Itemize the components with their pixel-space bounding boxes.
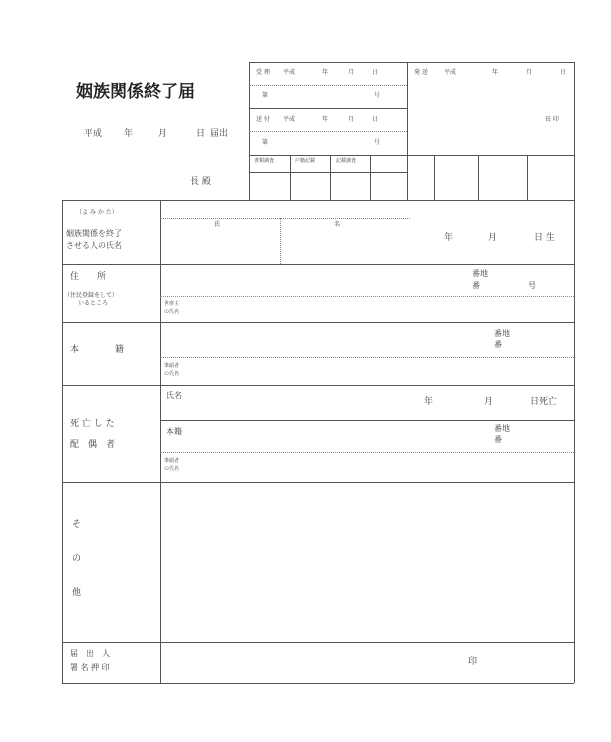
spouse-name-bottom [160,420,574,421]
spouse-head-2: の氏名 [164,466,180,472]
received-no-suffix: 号 [374,92,381,99]
dispatch-month: 月 [526,69,533,76]
other-row-bottom [62,642,574,643]
office-dotted-2 [249,131,407,132]
domicile-label: 本 籍 [70,345,131,355]
office-check-v1 [290,155,291,200]
name-split-divider [280,218,281,264]
signature-label-2: 署 名 押 印 [70,663,110,672]
spouse-banchi-1: 番地 [494,424,510,433]
spouse-name-label: 氏名 [166,391,182,400]
form-left-border [62,200,63,683]
sent-day: 日 [372,116,379,123]
spouse-dotted [160,452,574,453]
filing-era: 平成 [84,129,103,139]
given-name-label: 名 [334,221,341,228]
received-month: 月 [348,69,355,76]
received-day: 日 [372,69,379,76]
filing-year: 年 [124,129,134,139]
householder-label-1: 世帯主 [164,301,180,307]
office-check-v4 [434,155,435,200]
office-dotted-1 [249,85,407,86]
dispatch-day: 日 [560,69,567,76]
address-banchi-2: 番 [472,281,480,290]
death-day: 日死亡 [530,397,558,407]
other-char-3: 他 [72,588,82,598]
other-char-2: の [72,554,82,564]
office-row-line-2 [249,155,574,156]
other-char-1: そ [72,520,82,530]
domicile-dotted [160,357,574,358]
address-label: 住 所 [70,272,107,282]
birth-month: 月 [488,233,498,243]
dispatch-era: 平成 [444,69,457,76]
domicile-head-2: の氏名 [164,371,180,377]
sent-era: 平成 [283,116,296,123]
spouse-domicile-label: 本籍 [166,427,182,436]
domicile-row-bottom [62,385,574,386]
address-go: 号 [528,281,536,290]
office-divider [407,62,408,200]
person-row-bottom [62,264,574,265]
reading-divider [160,218,410,219]
surname-label: 氏 [214,221,221,228]
form-bottom-border [62,683,574,684]
birth-year: 年 [444,233,454,243]
office-check-v6 [527,155,528,200]
dispatch-year: 年 [492,69,499,76]
spouse-banchi-2: 番 [494,435,502,444]
sent-year: 年 [322,116,329,123]
office-check-v5 [478,155,479,200]
domicile-banchi-2: 番 [494,340,502,349]
received-era: 平成 [283,69,296,76]
spouse-row-bottom [62,482,574,483]
person-name-label-2: させる人の氏名 [66,241,122,250]
householder-label-2: の氏名 [164,309,180,315]
filing-month: 月 [158,129,168,139]
death-month: 月 [484,397,494,407]
domicile-banchi-1: 番地 [494,329,510,338]
signature-seal: 印 [468,657,478,667]
received-no-label: 第 [262,92,269,99]
address-dotted [160,296,574,297]
check-registry: 戸籍記載 [295,158,316,164]
filing-suffix: 届出 [210,129,229,139]
sent-month: 月 [348,116,355,123]
reading-label: （よ み か た） [76,209,118,216]
dispatch-label: 発 送 [414,69,428,76]
recipient-label: 長 殿 [190,177,211,187]
seal-label: 長 印 [545,116,559,123]
office-check-line [249,172,407,173]
form-right-border [574,200,575,683]
spouse-label-2: 配 偶 者 [70,440,116,450]
sent-no-label: 第 [262,139,269,146]
birth-day: 日 生 [534,233,555,243]
death-year: 年 [424,397,434,407]
label-column-divider [160,200,161,683]
sent-no-suffix: 号 [374,139,381,146]
received-label: 受 理 [256,69,270,76]
spouse-head-1: 筆頭者 [164,458,180,464]
filing-day: 日 [196,129,206,139]
form-top-border [62,200,574,201]
received-year: 年 [322,69,329,76]
address-note-2: いるところ [78,300,109,307]
form-title: 姻族関係終了届 [76,82,195,102]
office-row-line-1 [249,108,407,109]
domicile-head-1: 筆頭者 [164,363,180,369]
address-note-1: （住民登録をして） [64,292,119,299]
signature-label-1: 届 出 人 [70,649,110,658]
check-document: 書類調査 [254,158,275,164]
office-top-border [249,62,574,63]
office-right-border [574,62,575,200]
office-check-v2 [330,155,331,200]
person-name-label-1: 姻族関係を終了 [66,229,122,238]
address-banchi-1: 番地 [472,269,488,278]
office-check-v3 [370,155,371,200]
sent-label: 送 付 [256,116,270,123]
spouse-label-1: 死 亡 し た [70,419,115,429]
address-row-bottom [62,322,574,323]
check-record: 記載調査 [336,158,357,164]
